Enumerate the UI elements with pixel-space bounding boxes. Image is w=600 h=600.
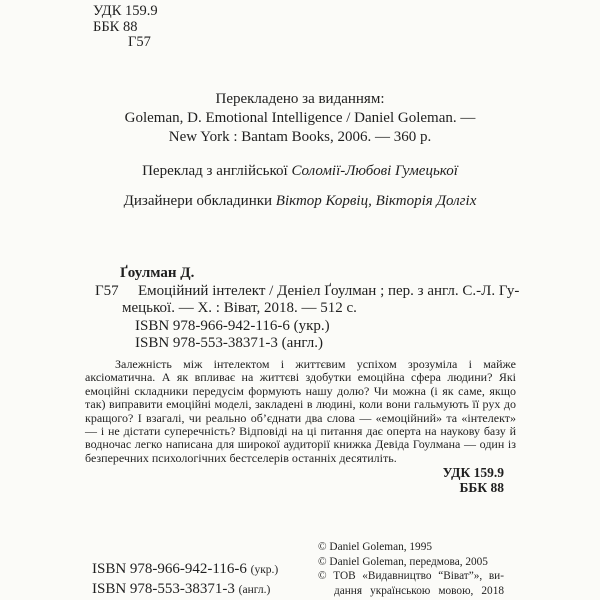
copyright-line: дання українською мовою, 2018 (334, 584, 504, 597)
bottom-classification-codes (443, 466, 504, 496)
card-entry-line-1 (95, 283, 519, 301)
designers-credit-prefix: Дизайнери обкладинки (123, 193, 276, 209)
designers-credit (0, 193, 600, 210)
translation-credit-prefix: Переклад з англійської (142, 163, 292, 179)
udk-code: УДК 159.9 (93, 3, 158, 19)
edition-heading: Перекладено за виданням: (215, 91, 385, 107)
top-classification-codes (93, 4, 158, 51)
footer-isbn-eng-number: ISBN 978-553-38371-3 (92, 580, 239, 597)
translation-credit (0, 163, 600, 180)
card-isbn-eng: ISBN 978-553-38371-3 (англ.) (135, 335, 323, 352)
copyright-line: © Daniel Goleman, передмова, 2005 (318, 555, 488, 568)
annotation-paragraph: Залежність між інтелектом і життєвим успіхом зрозуміла і майже аксіоматична. А як впливає на життєві здобутки емоційна сфера людини? Які емоційні складники передусім формують нашу долю? Чи можна (і як саме, якщо так) виправити емоційні моделі, закладені в людині, коли вони гальмують її рух до кращого? І взагалі, чи реально об’єднати два слова — «емоційний» та «інтелект» — і не дістати суперечність? Відповіді на ці питання дає оперта на наукову базу й водночас легко написана для широкої аудиторії книжка Девіда Гоулмана — один із безперечних психологічних бестселерів останніх десятиліть. (85, 357, 516, 465)
author-sign-code: Г57 (128, 34, 151, 50)
catalog-card (95, 265, 519, 353)
card-isbn-ukr: ISBN 978-966-942-116-6 (укр.) (135, 317, 330, 334)
card-title-text: Емоційний інтелект / Деніел Ґоулман ; пер. з англ. С.-Л. Гу- (138, 282, 520, 299)
footer-isbn-ukr-number: ISBN 978-966-942-116-6 (92, 561, 251, 577)
edition-source-line: Goleman, D. Emotional Intelligence / Daniel Goleman. — (124, 110, 476, 126)
copyright-block (318, 540, 504, 598)
card-author-heading: Ґоулман Д. (120, 265, 195, 281)
card-author-code: Г57 (95, 282, 119, 299)
copyright-line: © ТОВ «Видавництво “Віват”», ви- (318, 570, 504, 583)
edition-note (0, 90, 600, 147)
footer-isbn-eng-lang: (англ.) (238, 583, 271, 596)
footer-isbn-block (92, 560, 278, 600)
card-entry-line-2: мецької. — Х. : Віват, 2018. — 512 с. (122, 300, 357, 317)
footer-isbn-ukr-lang: (укр.) (250, 564, 279, 576)
copyright-line: © Daniel Goleman, 1995 (318, 541, 432, 553)
bbk-code: ББК 88 (93, 18, 138, 35)
edition-source-line: New York : Bantam Books, 2006. — 360 p. (168, 129, 432, 145)
footer-isbn-ukr (92, 560, 278, 580)
translator-name: Соломії-Любові Гумецької (291, 163, 458, 179)
bbk-code-bottom: ББК 88 (459, 479, 504, 495)
footer-isbn-eng (92, 580, 278, 600)
designer-names: Віктор Корвіц, Вікторія Долгіх (275, 193, 477, 209)
udk-code-bottom: УДК 159.9 (442, 465, 504, 480)
